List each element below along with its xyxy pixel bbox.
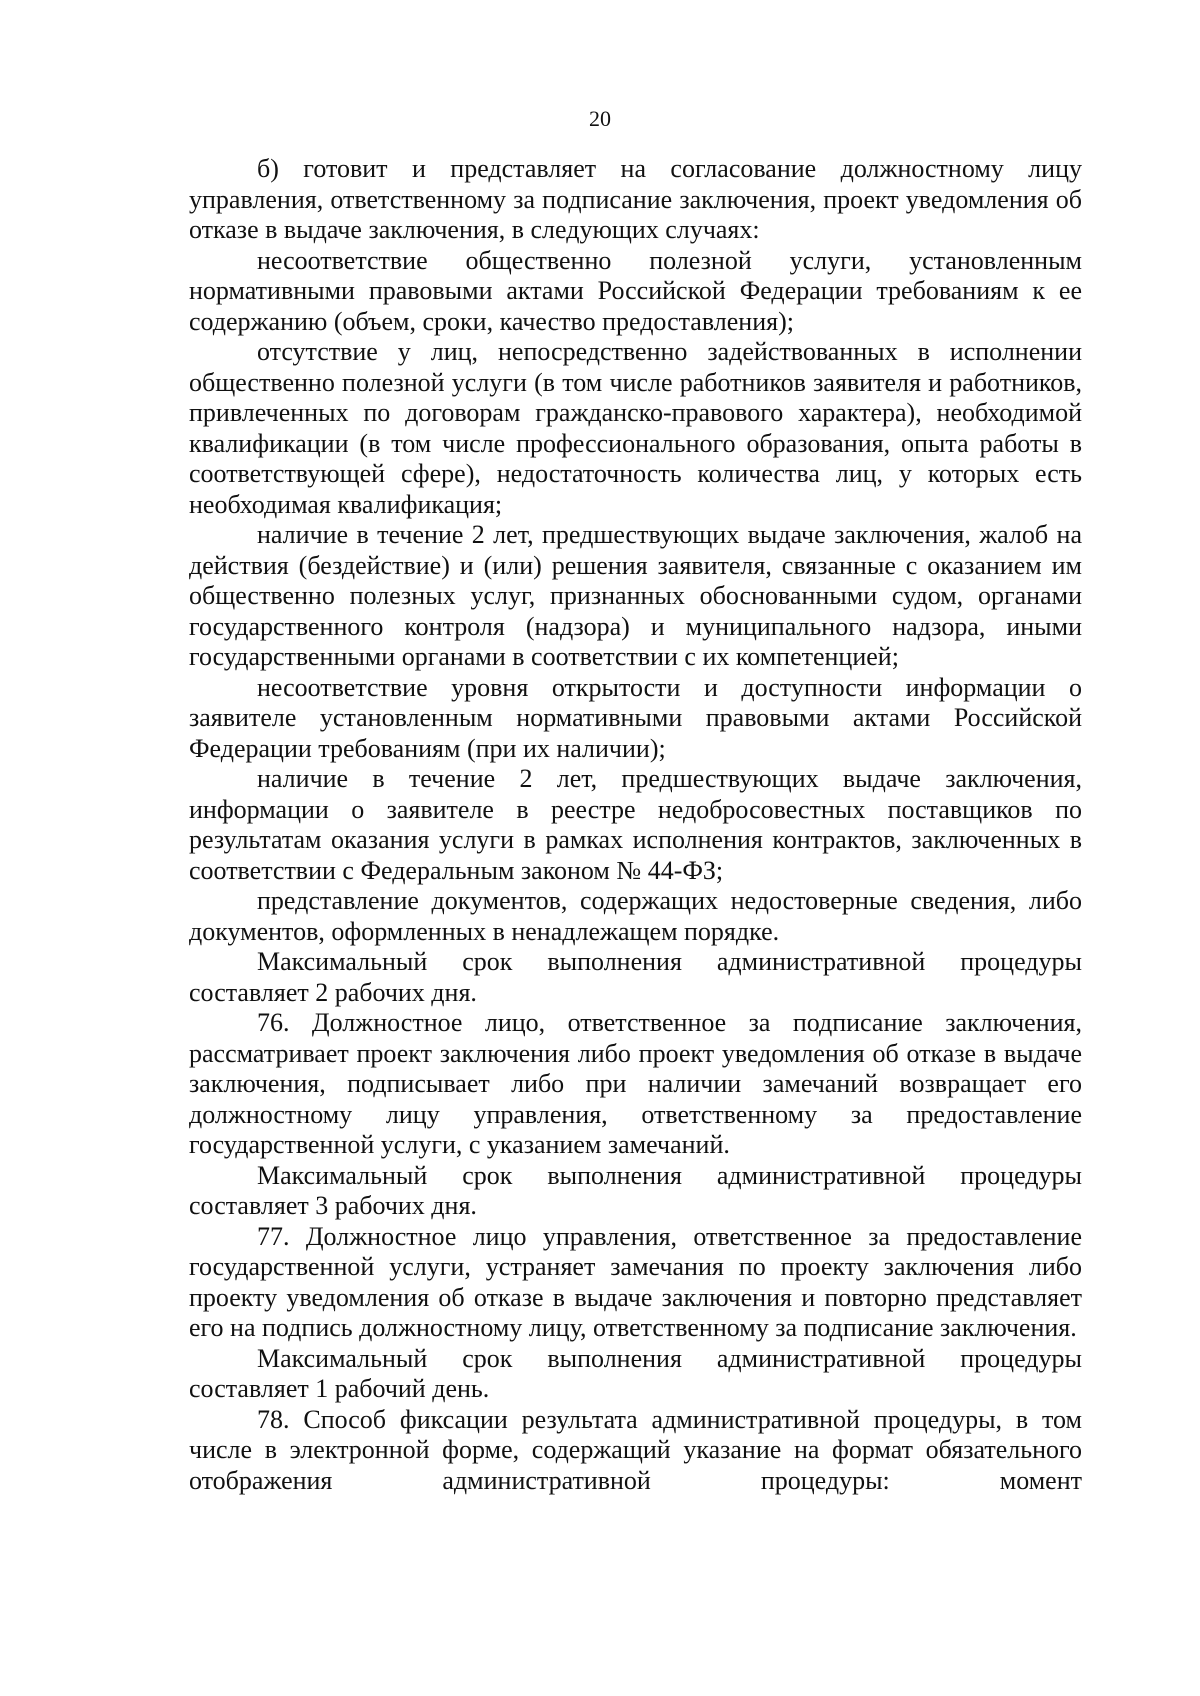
paragraph-76: 76. Должностное лицо, ответственное за подписание заключения, рассматривает проект заключения либо проект уведомления об отказе в выдаче заключения, подписывает либо при наличии замечаний возвращает его должностному лицу управления, ответственному за предоставление государственной услуги, с указанием замечаний. (189, 1008, 1082, 1159)
paragraph-deadline-3-days: Максимальный срок выполнения административной процедуры составляет 3 рабочих дня. (189, 1160, 1082, 1220)
paragraph-case-complaints: наличие в течение 2 лет, предшествующих выдаче заключения, жалоб на действия (бездействие) и (или) решения заявителя, связанные с оказанием им общественно полезных услуг, признанных обоснованными судом, органами государственного контроля (надзора) и муниципального надзора, иными государственными органами в соответствии с их компетенцией; (189, 520, 1082, 671)
paragraph-deadline-2-days: Максимальный срок выполнения административной процедуры составляет 2 рабочих дня. (189, 947, 1082, 1007)
paragraph-77: 77. Должностное лицо управления, ответственное за предоставление государственной услуги, устраняет замечания по проекту заключения либо проекту уведомления об отказе в выдаче заключения и повторно представляет его на подпись должностному лицу, ответственному за подписание заключения. (189, 1221, 1082, 1342)
paragraph-case-documents: представление документов, содержащих недостоверные сведения, либо документов, оформленных в ненадлежащем порядке. (189, 886, 1082, 946)
paragraph-case-nonconformity: несоответствие общественно полезной услуги, установленным нормативными правовыми актами Российской Федерации требованиям к ее содержанию (объем, сроки, качество предоставления); (189, 245, 1082, 336)
paragraph-78: 78. Способ фиксации результата административной процедуры, в том числе в электронной форме, содержащий указание на формат обязательного отображения административной процедуры: момент (189, 1404, 1082, 1495)
paragraph-case-registry: наличие в течение 2 лет, предшествующих выдаче заключения, информации о заявителе в реестре недобросовестных поставщиков по результатам оказания услуги в рамках исполнения контрактов, заключенных в соответствии с Федеральным законом № 44-ФЗ; (189, 764, 1082, 885)
paragraph-case-qualification: отсутствие у лиц, непосредственно задействованных в исполнении общественно полезной услуги (в том числе работников заявителя и работников, привлеченных по договорам гражданско-правового характера), необходимой квалификации (в том числе профессионального образования, опыта работы в соответствующей сфере), недостаточность количества лиц, у которых есть необходимая квалификация; (189, 337, 1082, 519)
page-number: 20 (589, 106, 611, 131)
paragraph-deadline-1-day: Максимальный срок выполнения административной процедуры составляет 1 рабочий день. (189, 1343, 1082, 1403)
paragraph-b-intro: б) готовит и представляет на согласование должностному лицу управления, ответственному за подписание заключения, проект уведомления об отказе в выдаче заключения, в следующих случаях: (189, 154, 1082, 244)
document-body (189, 154, 1082, 1496)
paragraph-case-openness: несоответствие уровня открытости и доступности информации о заявителе установленным нормативными правовыми актами Российской Федерации требованиям (при их наличии); (189, 672, 1082, 763)
